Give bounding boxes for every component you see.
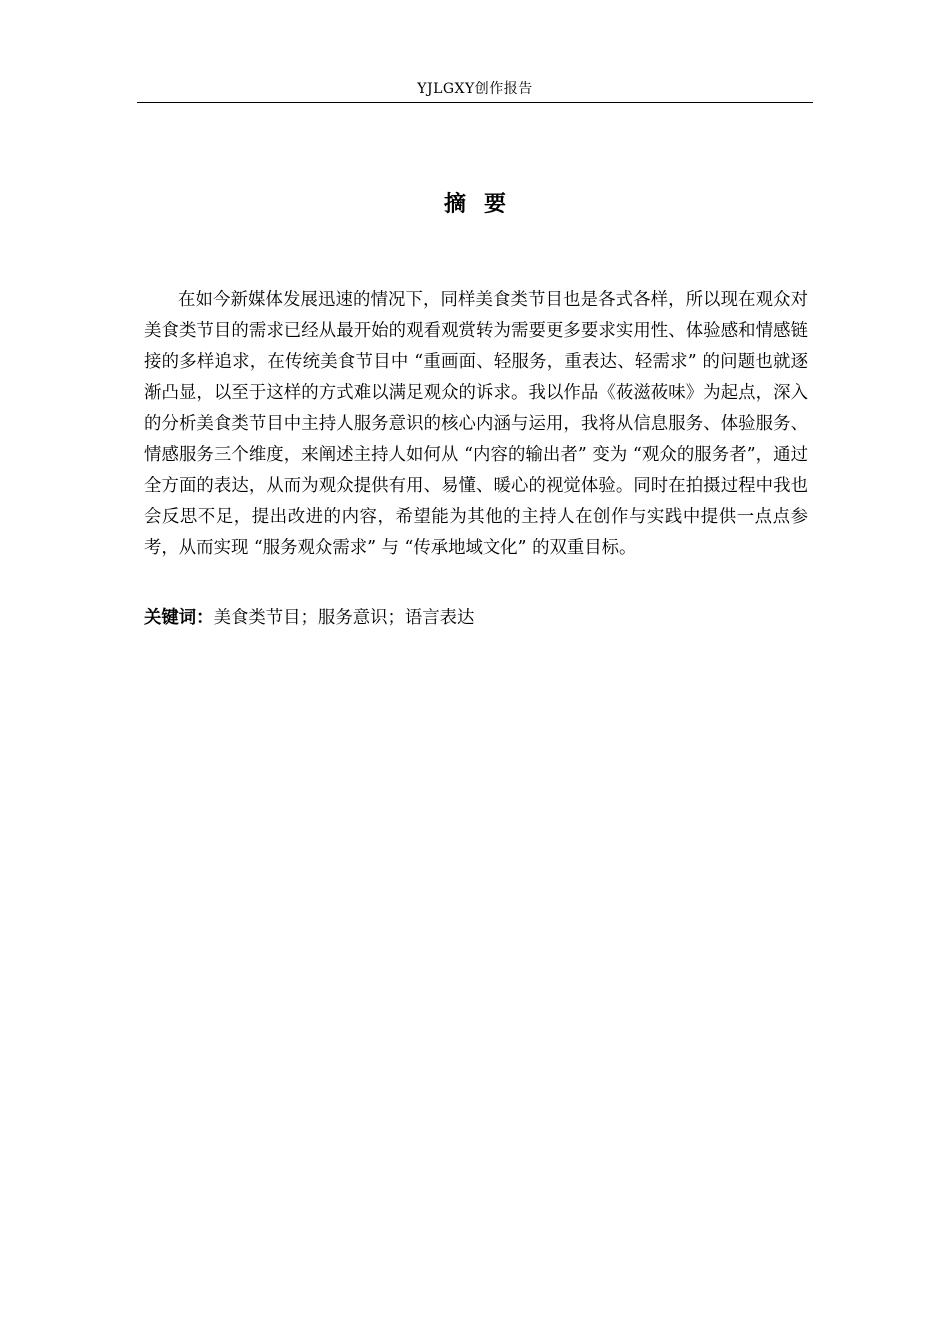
header-rule [137,102,813,103]
running-header: YJLGXY创作报告 [417,81,533,97]
keywords-value: 美食类节目；服务意识；语言表达 [213,608,475,628]
abstract-body: 在如今新媒体发展迅速的情况下，同样美食类节目也是各式各样，所以现在观众对美食类节目的需求已经从最开始的观看观赏转为需要更多要求实用性、体验感和情感链接的多样追求，在传统美食节目中 “重画面、轻服务，重表达、轻需求” 的问题也就逐渐凸显，以至于这样的方式难以满足观众的诉求。我以作品《莜滋莜味》为起点，深入的分析美食类节目中主持人服务意识的核心内涵与运用，我将从信息服务、体验服务、情感服务三个维度，来阐述主持人如何从 “内容的输出者” 变为 “观众的服务者”，通过全方面的表达，从而为观众提供有用、易懂、暖心的视觉体验。同时在拍摄过程中我也会反思不足，提出改进的内容，希望能为其他的主持人在创作与实践中提供一点点参考，从而实现 “服务观众需求” 与 “传承地域文化” 的双重目标。 [144,290,808,558]
keywords-line [144,603,808,634]
keywords-label: 关键词： [144,608,214,628]
abstract-title: 摘要 [443,192,524,217]
